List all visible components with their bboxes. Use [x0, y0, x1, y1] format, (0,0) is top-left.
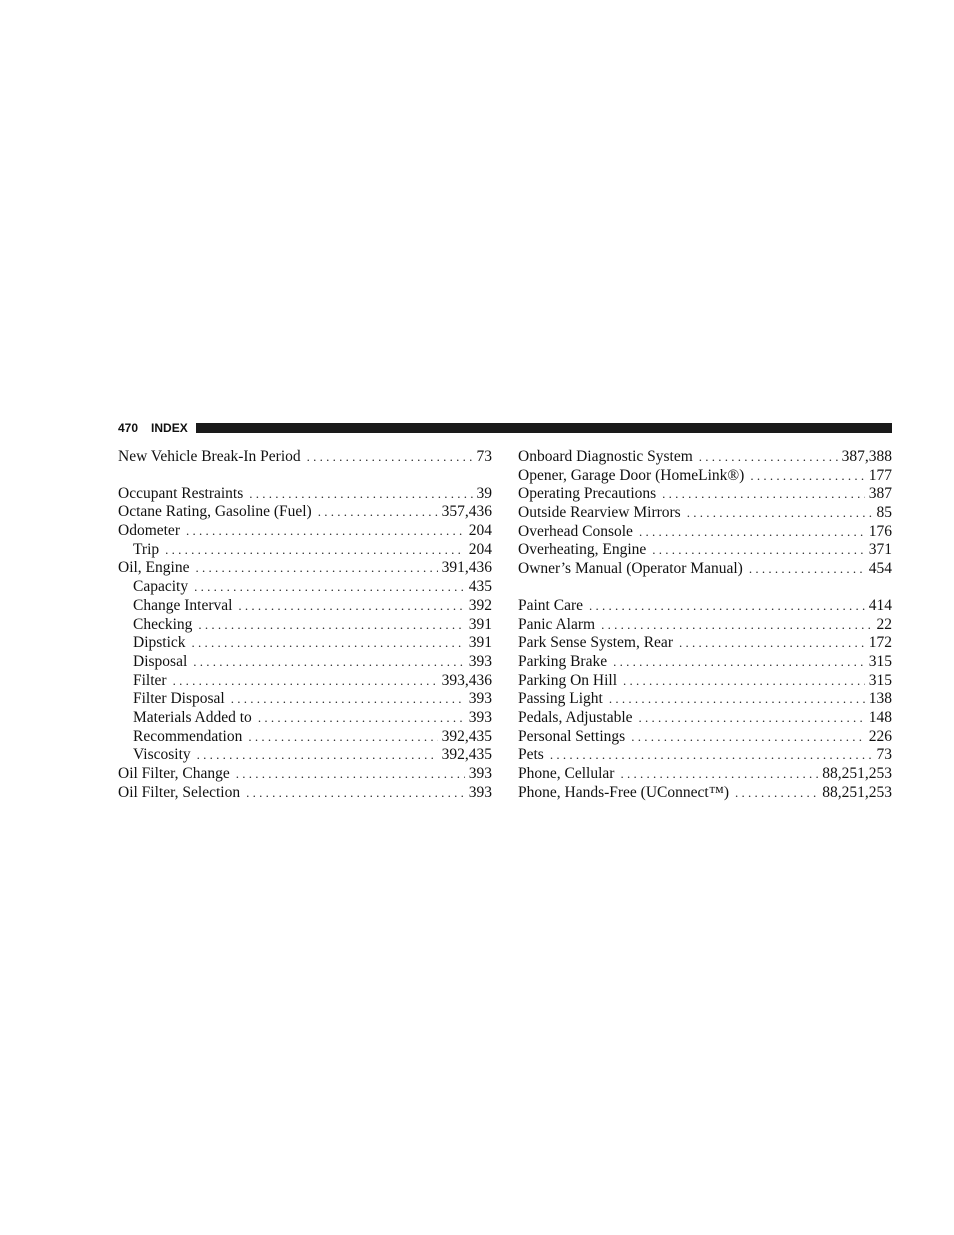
index-subentry	[118, 541, 492, 560]
index-subentry	[118, 578, 492, 597]
index-term: Passing Light	[518, 690, 603, 708]
dot-leader	[193, 653, 465, 672]
index-subentry	[118, 746, 492, 765]
index-page-refs: 357,436	[441, 503, 492, 521]
dot-leader	[173, 672, 438, 691]
index-entry	[518, 523, 892, 542]
index-entry	[518, 653, 892, 672]
index-entry	[118, 485, 492, 504]
index-page-refs: 392,435	[441, 746, 492, 764]
index-entry	[118, 503, 492, 522]
dot-leader	[192, 634, 465, 653]
index-term: Outside Rearview Mirrors	[518, 504, 681, 522]
index-term: Phone, Cellular	[518, 765, 615, 782]
index-page-refs: 226	[868, 727, 892, 745]
index-entry	[518, 485, 892, 504]
index-page-refs: 393,436	[441, 671, 492, 689]
index-term: Disposal	[133, 652, 188, 670]
index-page-refs: 391	[468, 634, 492, 652]
dot-leader	[249, 485, 472, 504]
index-page-refs: 393	[468, 765, 492, 782]
index-entry	[518, 467, 892, 486]
index-term: Dipstick	[133, 634, 186, 652]
dot-leader	[589, 597, 865, 616]
index-term: Materials Added to	[133, 708, 252, 726]
dot-leader	[631, 728, 865, 747]
dot-leader	[613, 653, 865, 672]
index-term: Oil Filter, Selection	[118, 783, 241, 801]
dot-leader	[639, 523, 865, 542]
index-page-refs: 73	[476, 448, 492, 465]
index-page-refs: 315	[868, 652, 892, 670]
index-term: Overhead Console	[518, 522, 633, 540]
dot-leader	[652, 541, 864, 560]
index-page-refs: 172	[868, 634, 892, 652]
index-entry	[518, 709, 892, 728]
index-term: Checking	[133, 615, 193, 633]
index-subentry	[118, 672, 492, 691]
index-entry	[518, 541, 892, 560]
index-entry	[518, 634, 892, 653]
index-term: Capacity	[133, 578, 189, 596]
index-page-refs: 387	[868, 485, 892, 503]
dot-leader	[238, 597, 464, 616]
index-entry	[518, 616, 892, 635]
index-entry	[518, 672, 892, 691]
index-term: Trip	[133, 540, 160, 558]
index-entry	[518, 690, 892, 709]
index-subentry	[118, 690, 492, 709]
index-entry	[118, 448, 492, 467]
dot-leader	[258, 709, 465, 728]
index-term: Odometer	[118, 522, 180, 540]
index-page-refs: 392	[468, 596, 492, 614]
index-term: Opener, Garage Door (HomeLink®)	[518, 466, 745, 484]
index-entry	[518, 765, 892, 784]
index-term: Onboard Diagnostic System	[518, 448, 693, 465]
dot-leader	[236, 765, 465, 784]
index-page-refs: 204	[468, 540, 492, 558]
index-page-refs: 414	[868, 596, 892, 614]
section-title: INDEX	[151, 421, 188, 435]
index-page-refs: 393	[468, 652, 492, 670]
index-page-refs: 393	[468, 708, 492, 726]
index-page-refs: 73	[876, 746, 892, 764]
index-subentry	[118, 597, 492, 616]
dot-leader	[307, 448, 473, 467]
dot-leader	[750, 467, 864, 486]
index-term: Owner’s Manual (Operator Manual)	[518, 560, 743, 578]
index-page-refs: 138	[868, 690, 892, 708]
dot-leader	[662, 485, 865, 504]
index-term: Parking On Hill	[518, 671, 618, 689]
index-page-refs: 391	[468, 615, 492, 633]
index-column-right	[518, 448, 892, 802]
index-page-refs: 22	[876, 615, 892, 633]
dot-leader	[231, 690, 465, 709]
index-subentry	[118, 709, 492, 728]
index-page-refs: 393	[468, 690, 492, 708]
index-term: Parking Brake	[518, 652, 608, 670]
index-page-refs: 85	[876, 504, 892, 522]
index-page-refs: 371	[868, 541, 892, 559]
index-page-refs: 391,436	[441, 559, 492, 577]
index-entry	[518, 560, 892, 579]
index-subentry	[118, 728, 492, 747]
index-column-left	[118, 448, 492, 802]
index-page-refs: 393	[468, 783, 492, 801]
dot-leader	[639, 709, 865, 728]
index-entry	[518, 784, 892, 803]
index-term: Oil, Engine	[118, 559, 190, 577]
dot-leader	[165, 541, 465, 560]
dot-leader	[194, 578, 465, 597]
page-header	[118, 419, 892, 437]
index-page-refs: 392,435	[441, 727, 492, 745]
dot-leader	[248, 728, 437, 747]
index-term: Filter	[133, 671, 167, 689]
index-entry	[118, 559, 492, 578]
dot-leader	[620, 765, 818, 784]
dot-leader	[550, 746, 873, 765]
dot-leader	[195, 559, 437, 578]
dot-leader	[198, 616, 464, 635]
index-entry	[118, 784, 492, 803]
index-term: Viscosity	[133, 746, 191, 764]
index-page-refs: 177	[868, 466, 892, 484]
dot-leader	[687, 504, 873, 523]
header-rule	[196, 423, 892, 433]
index-subentry	[118, 653, 492, 672]
index-page-refs: 88,251,253	[822, 783, 892, 801]
index-entry	[118, 522, 492, 541]
dot-leader	[186, 522, 465, 541]
index-term: Filter Disposal	[133, 690, 225, 708]
index-term: Pedals, Adjustable	[518, 708, 633, 726]
dot-leader	[699, 448, 838, 467]
index-entry	[518, 504, 892, 523]
index-term: Paint Care	[518, 596, 583, 614]
index-term: New Vehicle Break-In Period	[118, 448, 301, 465]
dot-leader	[749, 560, 865, 579]
index-page-refs: 454	[868, 560, 892, 578]
index-page-refs: 435	[468, 578, 492, 596]
index-term: Occupant Restraints	[118, 484, 244, 502]
index-term: Personal Settings	[518, 727, 626, 745]
dot-leader	[246, 784, 465, 803]
index-page-refs: 315	[868, 671, 892, 689]
index-term: Octane Rating, Gasoline (Fuel)	[118, 503, 312, 521]
index-entry	[518, 597, 892, 616]
index-page-refs: 148	[868, 708, 892, 726]
index-page-refs: 387,388	[841, 448, 892, 465]
index-term: Change Interval	[133, 596, 233, 614]
index-term: Operating Precautions	[518, 485, 657, 503]
index-page-refs: 176	[868, 522, 892, 540]
index-subentry	[118, 634, 492, 653]
index-entry	[518, 448, 892, 467]
dot-leader	[609, 690, 865, 709]
index-entry	[518, 728, 892, 747]
dot-leader	[735, 784, 818, 803]
page-number: 470	[118, 421, 139, 435]
index-page-refs: 88,251,253	[822, 765, 892, 782]
index-term: Pets	[518, 746, 544, 764]
index-term: Recommendation	[133, 727, 243, 745]
index-term: Panic Alarm	[518, 615, 596, 633]
dot-leader	[601, 616, 872, 635]
index-term: Oil Filter, Change	[118, 765, 230, 782]
dot-leader	[197, 746, 438, 765]
index-entry	[518, 746, 892, 765]
index-term: Phone, Hands-Free (UConnect™)	[518, 783, 730, 801]
index-subentry	[118, 616, 492, 635]
index-entry	[118, 765, 492, 784]
index-term: Park Sense System, Rear	[518, 634, 673, 652]
index-page-refs: 204	[468, 522, 492, 540]
index-page-refs: 39	[476, 484, 492, 502]
dot-leader	[679, 634, 865, 653]
dot-leader	[318, 503, 438, 522]
index-term: Overheating, Engine	[518, 541, 647, 559]
dot-leader	[623, 672, 865, 691]
